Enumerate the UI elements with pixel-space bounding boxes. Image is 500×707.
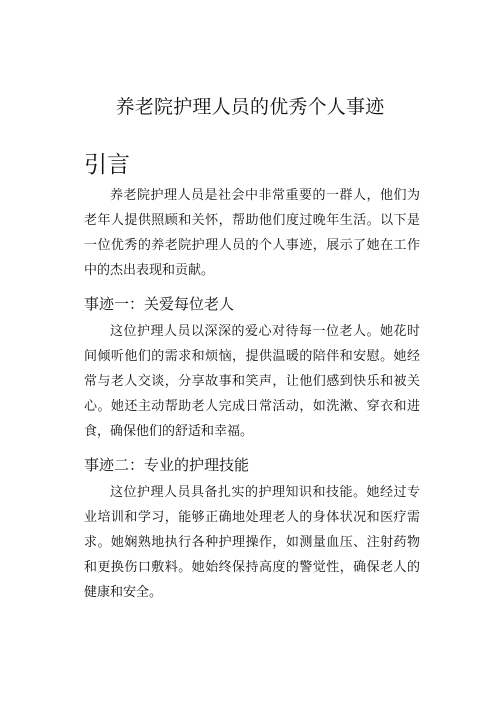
intro-heading: 引言 (84, 152, 130, 178)
section-heading-care: 事迹一：关爱每位老人 (84, 295, 235, 313)
section-paragraph-care: 这位护理人员以深深的爱心对待每一位老人。她花时间倾听他们的需求和烦恼，提供温暖的陪伴和安慰。她经常与老人交谈，分享故事和笑声，让他们感到快乐和被关心。她还主动帮助老人完成日常活动，如洗漱、穿衣和进食，确保他们的舒适和幸福。 (84, 324, 420, 439)
document-title: 养老院护理人员的优秀个人事迹 (115, 96, 385, 118)
section-paragraph-skills: 这位护理人员具备扎实的护理知识和技能。她经过专业培训和学习，能够正确地处理老人的身体状况和医疗需求。她娴熟地执行各种护理操作，如测量血压、注射药物和更换伤口敷料。她始终保持高度的警觉性，确保老人的健康和安全。 (84, 485, 420, 600)
section-heading-skills: 事迹二：专业的护理技能 (84, 456, 250, 474)
intro-paragraph: 养老院护理人员是社会中非常重要的一群人，他们为老年人提供照顾和关怀，帮助他们度过晚年生活。以下是一位优秀的养老院护理人员的个人事迹，展示了她在工作中的杰出表现和贡献。 (84, 188, 420, 278)
